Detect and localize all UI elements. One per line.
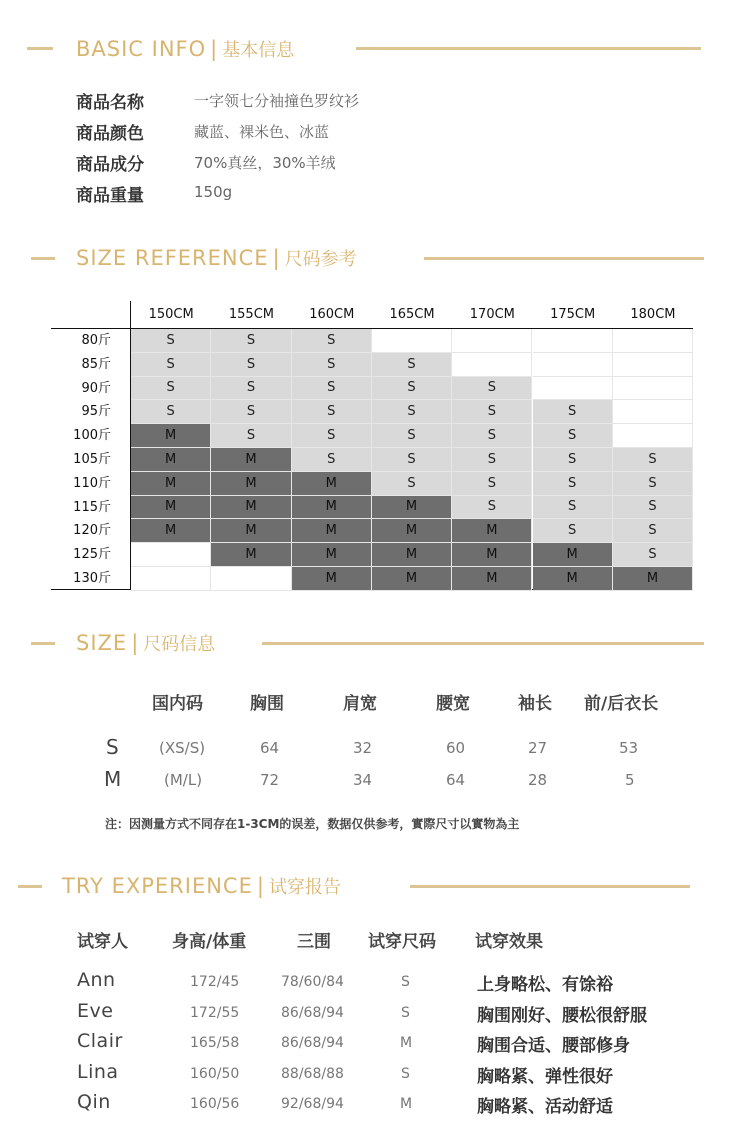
size-cell: S: [613, 519, 693, 543]
size-cell: S: [533, 496, 613, 520]
size-cell: S: [131, 377, 211, 401]
try-row-height-weight: 160/56: [190, 1096, 240, 1112]
weight-label: 120斤: [73, 523, 111, 539]
try-row-effect: 上身略松、有馀裕: [477, 975, 613, 995]
weight-label: 80斤: [81, 333, 111, 348]
size-cell: S: [613, 496, 693, 520]
try-row-measurements: 78/60/84: [281, 974, 344, 990]
height-header: 170CM: [469, 307, 515, 322]
weight-label: 115斤: [73, 499, 111, 515]
height-header: 175CM: [550, 307, 596, 322]
size-cell: S: [131, 353, 211, 377]
size-cell: S: [292, 448, 372, 472]
section-rule-right: [424, 257, 704, 260]
size-reference-title-en: SIZE REFERENCE: [76, 246, 269, 270]
weight-label: 100斤: [73, 428, 111, 444]
weight-label: 105斤: [73, 452, 111, 467]
section-rule-right: [410, 885, 690, 888]
size-cell: [131, 543, 211, 567]
size-m-chest: 72: [260, 771, 280, 789]
try-header-measurements: 三围: [297, 932, 331, 952]
section-rule-right: [356, 47, 701, 50]
size-cell: [533, 329, 613, 353]
try-row-measurements: 88/68/88: [281, 1066, 344, 1082]
try-row-effect: 胸围刚好、腰松很舒服: [477, 1006, 647, 1026]
size-cell: S: [372, 353, 452, 377]
info-value-color: 藏蓝、裸米色、冰蓝: [194, 123, 330, 141]
weight-label: 130斤: [73, 571, 111, 586]
size-cell: S: [292, 424, 372, 448]
size-cell: S: [452, 424, 532, 448]
try-row-measurements: 86/68/94: [281, 1035, 344, 1051]
try-row-measurements: 92/68/94: [281, 1096, 344, 1112]
size-cell: [452, 353, 532, 377]
size-cell: [131, 567, 211, 591]
size-header-waist: 腰宽: [436, 694, 470, 714]
size-cell: M: [372, 567, 452, 591]
size-cell: [533, 353, 613, 377]
size-s-sleeve: 27: [528, 739, 548, 757]
info-value-weight: 150g: [194, 183, 233, 201]
size-header-length: 前/后衣长: [584, 694, 659, 714]
try-header-effect: 试穿效果: [475, 932, 543, 952]
title-separator: |: [210, 37, 219, 61]
size-cell: [613, 353, 693, 377]
height-header: 165CM: [389, 307, 435, 322]
size-reference-table: [51, 301, 693, 590]
size-cell: S: [533, 519, 613, 543]
size-cell: [533, 377, 613, 401]
weight-label: 85斤: [81, 356, 111, 372]
weight-label: 125斤: [73, 547, 111, 563]
size-cell: M: [292, 543, 372, 567]
size-cell: [613, 424, 693, 448]
size-cell: M: [372, 519, 452, 543]
size-cell: S: [613, 448, 693, 472]
size-cell: S: [533, 448, 613, 472]
size-cell: M: [211, 519, 291, 543]
try-row-height-weight: 172/55: [190, 1005, 240, 1021]
size-cell: M: [131, 519, 211, 543]
size-info-title-en: SIZE: [76, 631, 128, 655]
info-value-material: 70%真丝，30%羊绒: [194, 154, 336, 172]
title-separator: |: [131, 631, 140, 655]
try-row-height-weight: 172/45: [190, 974, 240, 990]
size-cell: S: [452, 377, 532, 401]
height-header: 180CM: [630, 307, 676, 322]
size-cell: S: [613, 472, 693, 496]
size-cell: S: [211, 377, 291, 401]
try-row-size: M: [400, 1096, 413, 1112]
size-cell: M: [533, 543, 613, 567]
size-info-title-cn: 尺码信息: [143, 634, 216, 655]
size-cell: S: [131, 329, 211, 353]
weight-label: 110斤: [73, 475, 111, 491]
try-row-effect: 胸略紧、弹性很好: [477, 1067, 613, 1087]
size-cell: M: [131, 472, 211, 496]
size-cell: S: [211, 353, 291, 377]
size-header-sleeve: 袖长: [518, 694, 552, 714]
size-code-m: M: [104, 767, 122, 791]
try-row-name: Qin: [77, 1091, 111, 1113]
try-header-size: 试穿尺码: [368, 932, 436, 952]
weight-label: 90斤: [81, 380, 111, 396]
size-cell: S: [533, 424, 613, 448]
size-cell: S: [372, 377, 452, 401]
size-cell: S: [533, 472, 613, 496]
size-cell: S: [452, 496, 532, 520]
size-cell: M: [211, 472, 291, 496]
size-cell: M: [211, 496, 291, 520]
try-row-height-weight: 160/50: [190, 1066, 240, 1082]
size-cell: M: [372, 496, 452, 520]
size-cell: [211, 567, 291, 591]
size-cell: M: [613, 567, 693, 591]
size-cell: M: [452, 567, 532, 591]
size-header-domestic: 国内码: [152, 694, 203, 714]
size-cell: M: [211, 448, 291, 472]
try-row-size: S: [401, 974, 410, 990]
size-cell: M: [292, 472, 372, 496]
info-label-weight: 商品重量: [76, 186, 144, 206]
size-cell: [613, 329, 693, 353]
section-rule-right: [262, 642, 704, 645]
section-rule-left: [31, 642, 55, 645]
section-rule-left: [31, 257, 55, 260]
try-row-size: S: [401, 1066, 410, 1082]
size-s-chest: 64: [260, 739, 280, 757]
try-row-name: Ann: [77, 969, 116, 991]
basic-info-title-en: BASIC INFO: [76, 37, 207, 61]
size-m-domestic: (M/L): [164, 771, 203, 789]
try-row-effect: 胸略紧、活动舒适: [477, 1097, 613, 1117]
size-s-waist: 60: [446, 739, 466, 757]
height-header: 160CM: [309, 307, 355, 322]
size-reference-title-cn: 尺码参考: [284, 249, 357, 270]
size-cell: S: [452, 400, 532, 424]
size-cell: S: [452, 472, 532, 496]
size-m-shoulder: 34: [353, 771, 373, 789]
size-cell: M: [292, 567, 372, 591]
size-cell: S: [613, 543, 693, 567]
size-cell: [613, 377, 693, 401]
size-cell: S: [533, 400, 613, 424]
section-rule-left: [18, 885, 42, 888]
size-cell: [613, 400, 693, 424]
size-s-length: 53: [619, 739, 639, 757]
size-cell: S: [292, 329, 372, 353]
size-cell: S: [211, 329, 291, 353]
try-row-name: Clair: [77, 1030, 123, 1052]
size-cell: S: [372, 400, 452, 424]
basic-info-title: [76, 36, 294, 62]
try-header-height-weight: 身高/体重: [172, 932, 247, 952]
size-s-domestic: (XS/S): [159, 739, 206, 757]
title-separator: |: [272, 246, 281, 270]
try-experience-title-en: TRY EXPERIENCE: [62, 874, 253, 898]
try-row-name: Lina: [77, 1061, 119, 1083]
height-header: 150CM: [148, 307, 194, 322]
size-cell: M: [131, 496, 211, 520]
try-row-height-weight: 165/58: [190, 1035, 240, 1051]
info-label-name: 商品名称: [76, 93, 144, 113]
size-s-shoulder: 32: [353, 739, 373, 757]
size-cell: S: [452, 448, 532, 472]
size-cell: M: [131, 448, 211, 472]
size-cell: M: [452, 519, 532, 543]
weight-label: 95斤: [81, 404, 111, 420]
size-cell: S: [292, 353, 372, 377]
size-cell: S: [211, 424, 291, 448]
info-value-name: 一字领七分袖撞色罗纹衫: [194, 92, 360, 110]
try-experience-title: [62, 873, 341, 899]
info-label-color: 商品颜色: [76, 124, 144, 144]
try-row-size: S: [401, 1005, 410, 1021]
size-cell: M: [292, 496, 372, 520]
size-cell: S: [372, 448, 452, 472]
try-row-name: Eve: [77, 1000, 114, 1022]
size-m-length: 5: [625, 771, 635, 789]
size-info-title: [76, 630, 215, 656]
try-header-person: 试穿人: [77, 932, 128, 952]
size-header-shoulder: 肩宽: [343, 694, 377, 714]
try-row-effect: 胸围合适、腰部修身: [477, 1036, 630, 1056]
try-row-size: M: [400, 1035, 413, 1051]
try-row-measurements: 86/68/94: [281, 1005, 344, 1021]
title-separator: |: [256, 874, 265, 898]
size-cell: M: [131, 424, 211, 448]
section-rule-left: [27, 47, 53, 50]
measurement-note: 注：因测量方式不同存在1-3CM的误差，数据仅供参考，實際尺寸以實物為主: [105, 817, 520, 831]
height-header: 155CM: [228, 307, 274, 322]
size-m-waist: 64: [446, 771, 466, 789]
size-cell: M: [452, 543, 532, 567]
size-cell: S: [372, 424, 452, 448]
size-cell: S: [372, 472, 452, 496]
size-cell: [372, 329, 452, 353]
size-header-chest: 胸围: [250, 694, 284, 714]
size-reference-title: [76, 245, 357, 271]
size-cell: [452, 329, 532, 353]
size-cell: S: [131, 400, 211, 424]
basic-info-title-cn: 基本信息: [222, 40, 295, 61]
size-cell: M: [292, 519, 372, 543]
size-code-s: S: [106, 735, 119, 759]
size-m-sleeve: 28: [528, 771, 548, 789]
size-cell: S: [292, 400, 372, 424]
try-experience-title-cn: 试穿报告: [268, 877, 341, 898]
size-cell: S: [211, 400, 291, 424]
size-cell: M: [533, 567, 613, 591]
size-cell: S: [292, 377, 372, 401]
size-cell: M: [211, 543, 291, 567]
size-cell: M: [372, 543, 452, 567]
info-label-material: 商品成分: [76, 155, 144, 175]
